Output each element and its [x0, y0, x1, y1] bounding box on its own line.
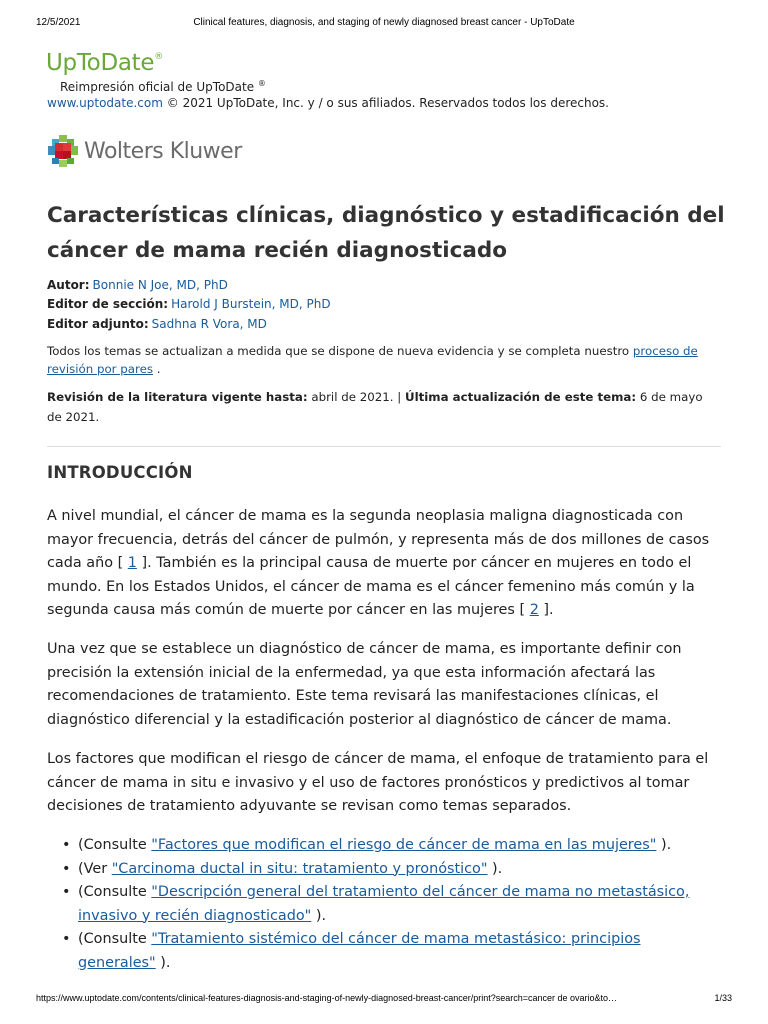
- update-note-end: .: [153, 362, 161, 376]
- reprint-notice: [60, 79, 266, 94]
- wolters-kluwer-name: Wolters Kluwer: [84, 138, 242, 164]
- list-item: [60, 858, 710, 882]
- reprint-text: Reimpresión oficial de UpToDate: [60, 80, 255, 94]
- registered-mark: ®: [154, 52, 163, 62]
- author-line: [47, 277, 228, 293]
- uptodate-site-link[interactable]: www.uptodate.com: [47, 96, 163, 110]
- list-item-prefix: (Consulte: [78, 884, 152, 900]
- paragraph-1-text-a: A nivel mundial, el cáncer de mama es la segunda neoplasia maligna diagnosticada con mayor frecuencia, detrás del cáncer de pulmón, y representa más de dos millones de casos cada año [: [47, 508, 710, 571]
- divider: [47, 446, 721, 447]
- paragraph-1: [47, 505, 723, 623]
- print-date: 12/5/2021: [36, 17, 81, 28]
- section-editor-label: Editor de sección:: [47, 297, 169, 311]
- section-editor-line: [47, 296, 331, 312]
- list-item-suffix: ).: [155, 954, 171, 971]
- paragraph-3: Los factores que modifican el riesgo de cáncer de mama, el enfoque de tratamiento para el cáncer de mama in situ e invasivo y el uso de factores pronósticos y predictivos al tomar decisiones de tratamiento adyuvante se revisan como temas separados.: [47, 751, 709, 814]
- print-header: [36, 17, 732, 31]
- paragraph-2: Una vez que se establece un diagnóstico de cáncer de mama, es importante definir con precisión la extensión inicial de la enfermedad, ya que esta información afectará las recomendaciones de tratamiento. Este tema revisará las manifestaciones clínicas, el diagnóstico diferencial y la estadificación posterior al diagnóstico de cáncer de mama.: [47, 641, 682, 728]
- update-value: 6 de mayo de 2021.: [47, 390, 703, 424]
- copyright-text: © 2021 UpToDate, Inc. y / o sus afiliados. Reservados todos los derechos.: [166, 96, 609, 110]
- list-item: [60, 834, 710, 858]
- list-item-suffix: ).: [487, 860, 503, 877]
- bullet-icon: •: [62, 837, 71, 853]
- deputy-editor-link[interactable]: Sadhna R Vora, MD: [151, 317, 267, 331]
- print-page-title: Clinical features, diagnosis, and staging of newly diagnosed breast cancer - UpToDate: [193, 17, 575, 28]
- wolters-kluwer-logo-icon: [46, 134, 80, 168]
- print-footer: [36, 993, 732, 1007]
- bullet-icon: •: [62, 931, 71, 947]
- article-title: Características clínicas, diagnóstico y estadificación del cáncer de mama recién diagnosticado: [47, 203, 725, 263]
- list-item-prefix: (Consulte: [78, 931, 152, 947]
- topic-link-dcis[interactable]: "Carcinoma ductal in situ: tratamiento y pronóstico": [111, 860, 488, 877]
- list-item: [60, 881, 710, 928]
- topic-link-risk-factors[interactable]: "Factores que modifican el riesgo de cáncer de mama en las mujeres": [151, 837, 657, 853]
- topic-link-systemic-treatment[interactable]: "Tratamiento sistémico del cáncer de mama metastásico: principios generales": [78, 931, 641, 971]
- bullet-icon: •: [62, 860, 71, 877]
- review-value: abril de 2021. |: [307, 390, 405, 404]
- paragraph-1-text-b: ]. También es la principal causa de muerte por cáncer en mujeres en todo el mundo. En los Estados Unidos, el cáncer de mama es el cáncer femenino más común y la segunda causa más común de muerte por cáncer en las mujeres [: [47, 555, 695, 618]
- author-link[interactable]: Bonnie N Joe, MD, PhD: [92, 278, 228, 292]
- reprint-registered-mark: ®: [257, 79, 266, 88]
- list-item-prefix: (Consulte: [78, 837, 152, 853]
- deputy-editor-label: Editor adjunto:: [47, 317, 149, 331]
- reference-link-2[interactable]: 2: [529, 602, 539, 618]
- related-topics-list: [60, 834, 710, 975]
- peer-review-link[interactable]: proceso de revisión por pares: [47, 344, 698, 376]
- list-item-suffix: ).: [311, 907, 327, 924]
- wolters-kluwer-logo: [46, 133, 242, 169]
- deputy-editor-line: [47, 316, 267, 332]
- section-heading-introduction: INTRODUCCIÓN: [47, 463, 193, 482]
- topic-link-treatment-overview[interactable]: "Descripción general del tratamiento del cáncer de mama no metastásico, invasivo y recién diagnosticado": [78, 884, 690, 924]
- update-note-text: Todos los temas se actualizan a medida que se dispone de nueva evidencia y se completa nuestro: [47, 344, 633, 358]
- update-note: [47, 342, 717, 378]
- uptodate-logo[interactable]: [46, 50, 163, 76]
- list-item-suffix: ).: [656, 837, 672, 853]
- print-url: https://www.uptodate.com/contents/clinical-features-diagnosis-and-staging-of-newly-diagnosed-breast-cancer/print?search=cancer de ovario&to…: [36, 993, 618, 1003]
- update-label: Última actualización de este tema:: [404, 390, 637, 404]
- paragraph-1-text-c: ].: [538, 602, 554, 618]
- list-item-prefix: (Ver: [78, 860, 112, 877]
- copyright-line: [47, 96, 609, 110]
- section-editor-link[interactable]: Harold J Burstein, MD, PhD: [171, 297, 331, 311]
- bullet-icon: •: [62, 884, 71, 900]
- page-number: 1/33: [714, 993, 732, 1003]
- review-label: Revisión de la literatura vigente hasta:: [47, 390, 308, 404]
- reference-link-1[interactable]: 1: [127, 555, 137, 571]
- review-dates: [47, 387, 719, 427]
- logo-text: UpToDate: [46, 50, 155, 76]
- list-item: [60, 928, 710, 975]
- author-label: Autor:: [47, 278, 90, 292]
